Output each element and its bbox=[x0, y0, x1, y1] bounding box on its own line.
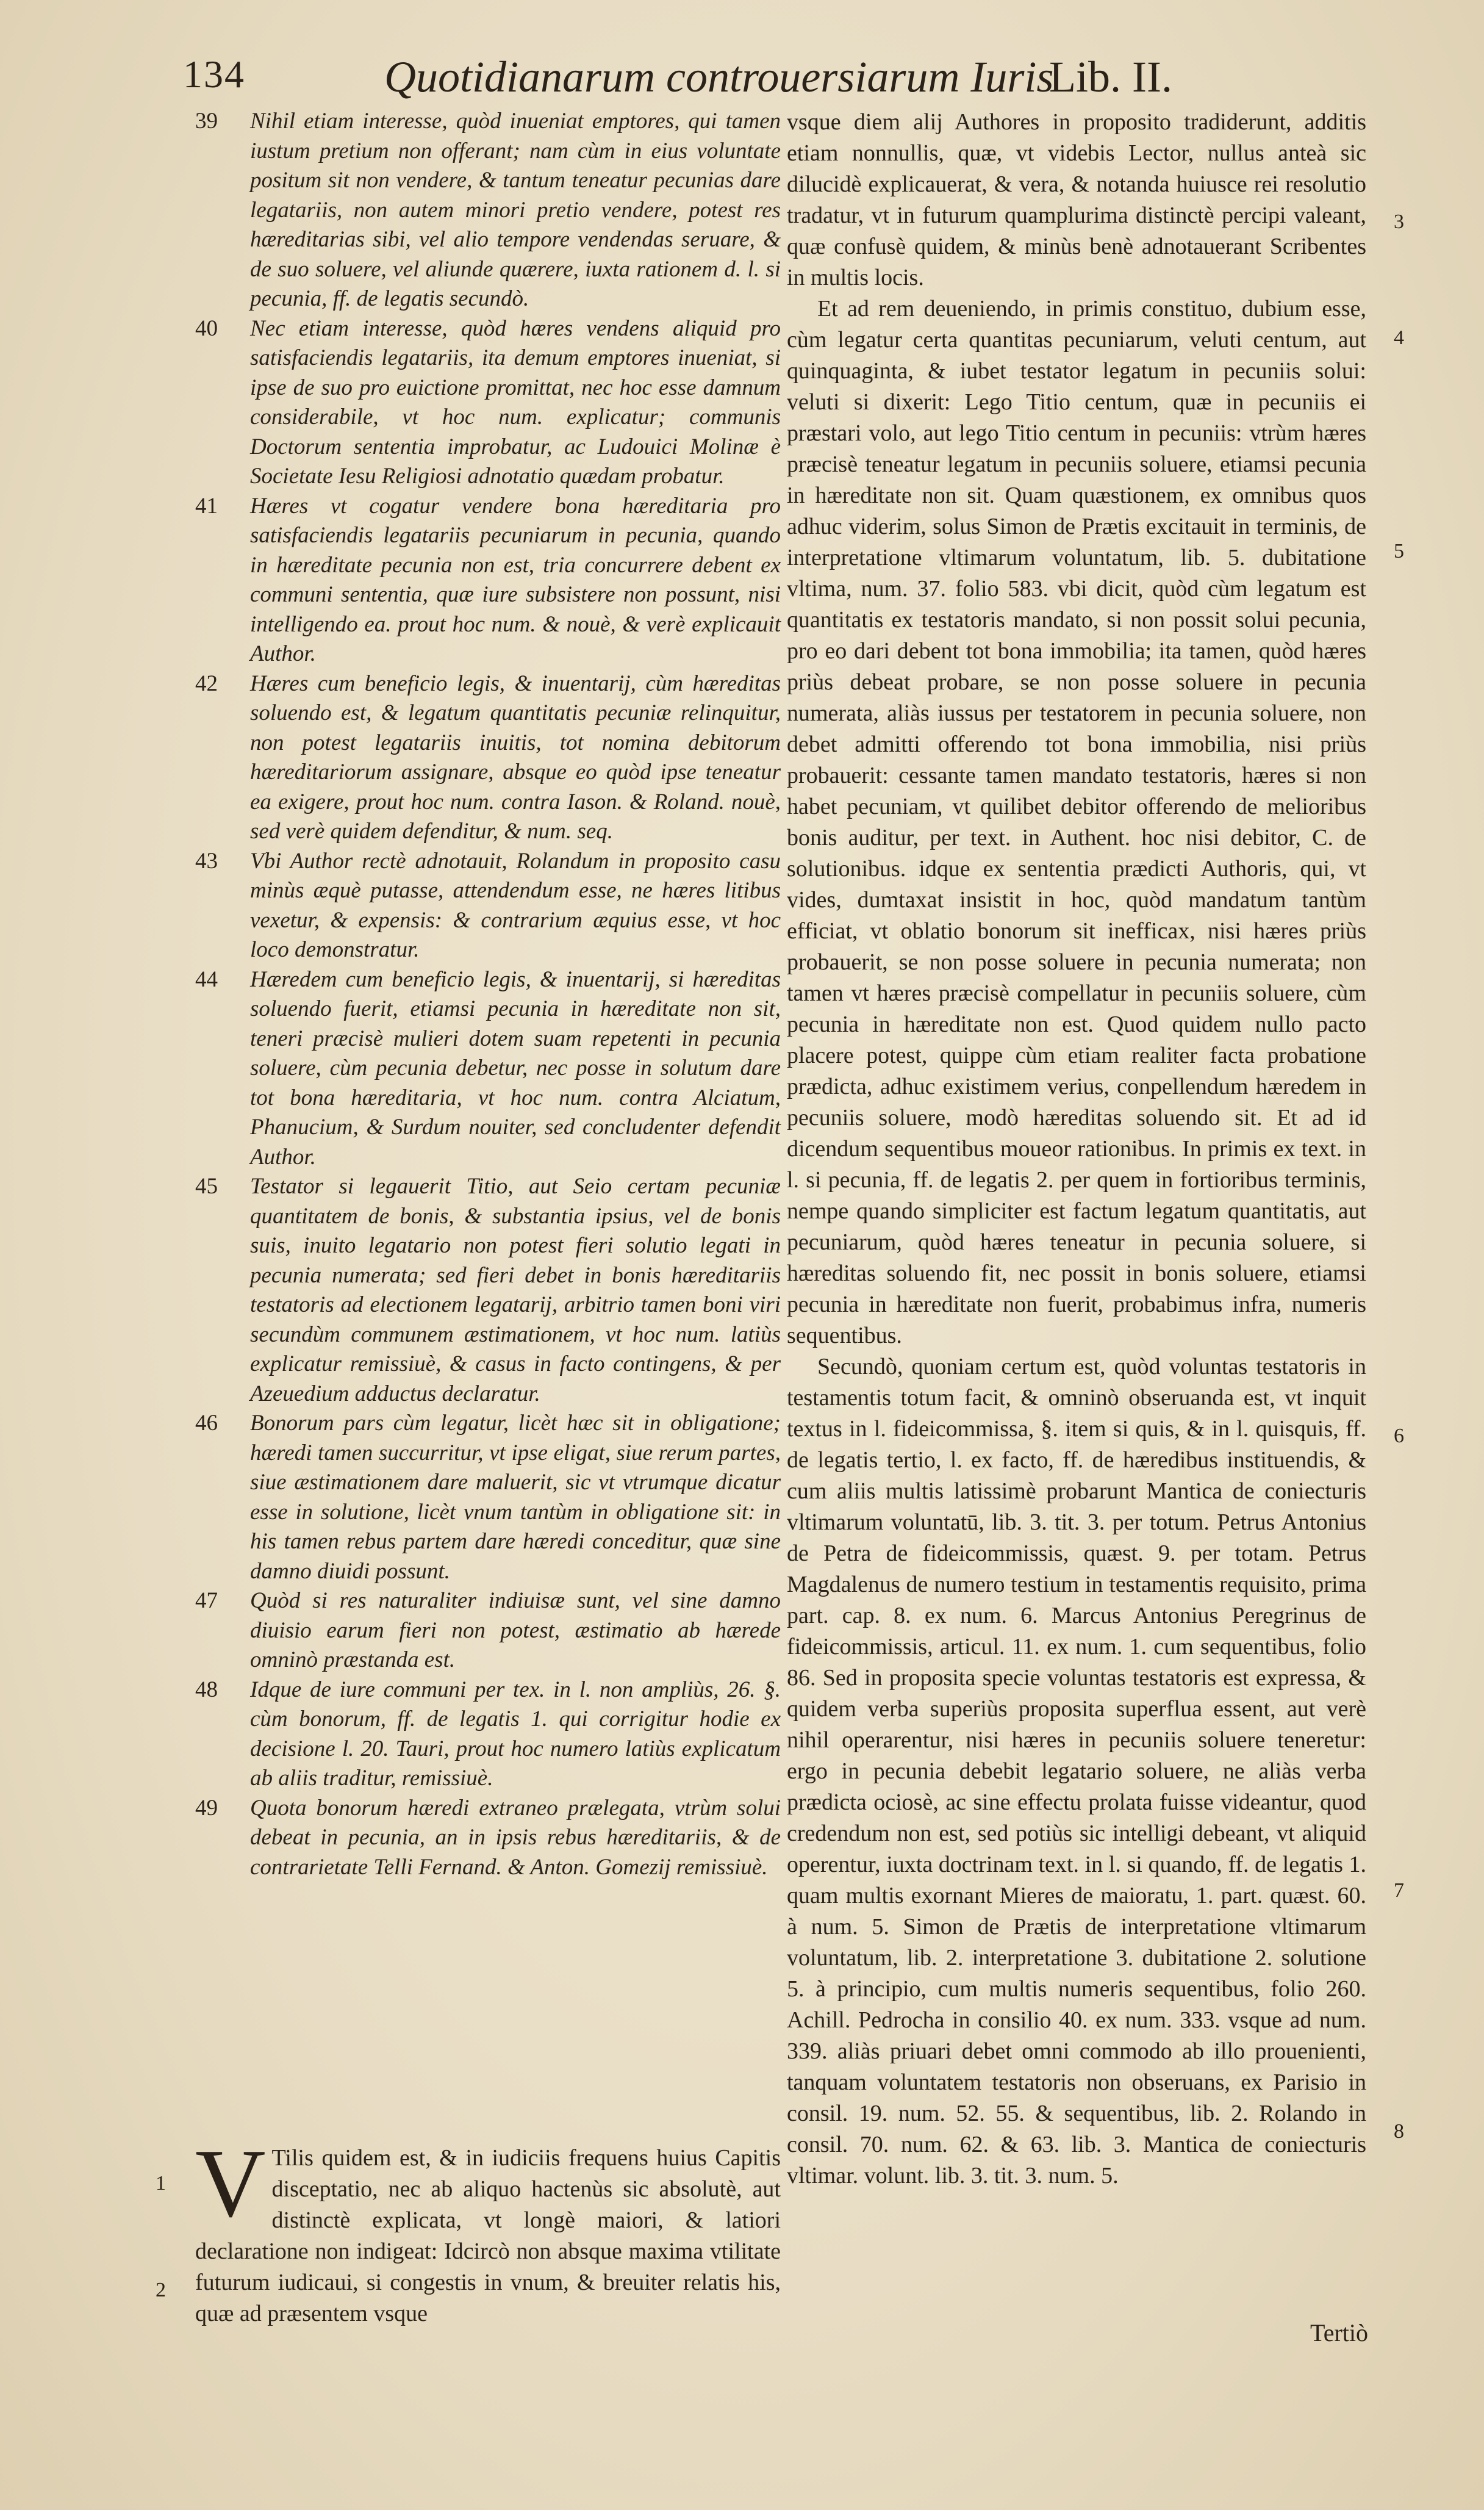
opening-paragraph bbox=[195, 2129, 781, 2329]
summary-number: 40 bbox=[195, 315, 218, 341]
summary-number: 49 bbox=[195, 1795, 218, 1821]
summary-text: Testator si legauerit Titio, aut Seio certam pecuniæ quantitatem de bonis, & substantia ipsius, vel de bonis suis, inuito legatario non potest fieri solutio legati in pecunia numerata; sed fieri debet in bonis hæreditariis testatoris ad electionem legatarij, arbitrio tamen boni viri secundùm communem æstimationem, vt hoc num. latiùs explicatur remissiuè, & casus in facto contingens, & per Azeuedium adductus declaratur. bbox=[250, 1174, 781, 1406]
summary-text: Quòd si res naturaliter indiuisæ sunt, vel sine damno diuisio earum fieri non potest, æstimatio ab hærede omninò præstanda est. bbox=[250, 1588, 781, 1672]
margin-note-7: 7 bbox=[1394, 1879, 1404, 1902]
summary-number: 41 bbox=[195, 493, 218, 519]
running-title: Quotidianarum controuersiarum Iuris bbox=[384, 52, 1054, 101]
summary-text: Quota bonorum hæredi extraneo prælegata, vtrùm solui debeat in pecunia, an in ipsis rebus hæreditariis, & de contrarietate Telli Fernand. & Anton. Gomezij remissiuè. bbox=[250, 1795, 781, 1880]
summary-item bbox=[195, 107, 781, 314]
summary-text: Bonorum pars cùm legatur, licèt hæc sit in obligatione; hæredi tamen succurritur, vt ipse eligat, siue rerum partes, siue æstimationem dare maluerit, sic vt vtrumque dicatur esse in solutione, licèt vnum tantùm in obligatione sit: in his tamen rebus partem dare hæredi conceditur, quæ sine damno diuidi possunt. bbox=[250, 1411, 781, 1584]
drop-cap: V bbox=[195, 2129, 266, 2237]
summary-number: 45 bbox=[195, 1174, 218, 1199]
summary-text: Idque de iure communi per tex. in l. non ampliùs, 26. §. cùm bonorum, ff. de legatis 1. qui corrigitur hodie ex decisione l. 20. Tauri, prout hoc numero latiùs explicatum ab aliis traditur, remissiuè. bbox=[250, 1677, 781, 1791]
summary-item bbox=[195, 965, 781, 1173]
summary-item bbox=[195, 1409, 781, 1586]
summary-number: 48 bbox=[195, 1677, 218, 1702]
running-header bbox=[183, 52, 1330, 107]
summary-item bbox=[195, 1586, 781, 1675]
summary-item bbox=[195, 492, 781, 669]
summary-number: 42 bbox=[195, 671, 218, 696]
summary-text: Hæres cum beneficio legis, & inuentarij, cùm hæreditas soluendo est, & legatum quantitatis pecuniæ relinquitur, non potest legatariis inuitis, tot nomina debitorum hæreditariorum assignare, absque eo quòd ipse teneatur ea exigere, prout hoc num. contra Iason. & Roland. nouè, sed verè quidem defenditur, & num. seq. bbox=[250, 671, 781, 844]
paragraph-2: Et ad rem deueniendo, in primis constituo, dubium esse, cùm legatur certa quantitas pecuniarum, veluti centum, aut quinquaginta, & iubet testator legatum in pecuniis solui: veluti si dixerit: Lego Titio centum, quæ in pecuniis ei præstari volo, aut lego Titio centum in pecuniis: vtrùm hæres præcisè teneatur legatum in pecuniis soluere, etiamsi pecunia in hæreditate non sit. Quam quæstionem, ex omnibus quos adhuc viderim, solus Simon de Prætis excitauit in terminis, de interpretatione vltimarum voluntatum, lib. 5. dubitatione vltima, num. 37. folio 583. vbi dicit, quòd cùm legatum est quantitatis ex testatoris mandato, si non possit solui pecunia, pro eo dari debent tot bona immobilia; ita tamen, quòd hæres priùs debeat probare, se non posse soluere in pecunia numerata, aliàs iussus per testatorem in pecunia soluere, non debet admitti offerendo tot bona immobilia, nisi priùs probauerit: cessante tamen mandato testatoris, hæres si non habet pecuniam, vt quilibet debitor offerendo de melioribus bonis auditur, per text. in Authent. hoc nisi debitor, C. de solutionibus. idque ex sententia prædicti Authoris, qui, vt vides, dumtaxat insistit in hoc, quòd mandatum tantùm efficiat, vt oblatio bonorum sit inefficax, nisi hæres priùs probauerit, se non posse soluere in pecunia numerata; non tamen vt hæres præcisè compellatur in pecuniis soluere, cùm pecunia in hæreditate non est. Quod quidem nullo pacto placere potest, quippe cùm etiam realiter facta probatione prædicta, adhuc existimem verius, conpellendum hæredem in pecuniis soluere, modò hæreditas soluendo sit. Et ad id dicendum sequentibus moueor rationibus. In primis ex text. in l. si pecunia, ff. de legatis 2. per quem in fortioribus terminis, nempe quando simpliciter est factum legatum quantitatis, aut pecuniarum, quòd hæres teneatur in pecunia soluere, si hæreditas soluendo fit, nec possit in bonis soluere, etiamsi pecunia in hæreditate non fuerit, probabimus infra, numeris sequentibus. bbox=[787, 296, 1366, 1348]
summary-text: Hæres vt cogatur vendere bona hæreditaria pro satisfaciendis legatariis pecuniarum in pecunia, quando in hæreditate pecunia non est, tria concurrere debent ex communi sententia, quæ iure subsistere non possunt, nisi intelligendo ea. prout hoc num. & nouè, & verè explicauit Author. bbox=[250, 493, 781, 666]
summary-text: Nihil etiam interesse, quòd inueniat emptores, qui tamen iustum pretium non offerant; nam cùm in eius voluntate positum sit non vendere, & tantum teneatur pecunias dare legatariis, non autem minori pretio vendere, potest res hæreditarias sibi, vel alio tempore vendendas seruare, & de suo soluere, vel aliunde quærere, iuxta rationem d. l. si pecunia, ff. de legatis secundò. bbox=[250, 109, 781, 311]
summary-item bbox=[195, 314, 781, 492]
summary-number: 43 bbox=[195, 848, 218, 874]
summaries-column bbox=[195, 107, 781, 1882]
margin-note-6: 6 bbox=[1394, 1425, 1404, 1447]
summary-item bbox=[195, 1675, 781, 1794]
opening-text: Tilis quidem est, & in iudiciis frequens huius Capitis disceptatio, nec ab aliquo hactenùs sic absolutè, aut distinctè explicata, vt longè maiori, & latiori declaratione non indigeat: Idcircò non absque maxima vtilitate futurum iudicaui, si congestis in vnum, & breuiter relatis his, quæ ad præsentem vsque bbox=[195, 2145, 781, 2326]
main-column bbox=[787, 107, 1366, 2192]
running-lib: Lib. II. bbox=[1049, 52, 1172, 101]
summary-item bbox=[195, 669, 781, 847]
paragraph-1: vsque diem alij Authores in proposito tradiderunt, additis etiam nonnullis, quæ, vt videbis Lector, nullus anteà sic dilucidè explicauerat, & vera, & notanda huiusce rei resolutio tradatur, vt in futurum quamplurima distinctè percipi valeant, quæ confusè quidem, & minùs benè adnotauerant Scribentes in multis locis. bbox=[787, 109, 1366, 290]
summary-text: Nec etiam interesse, quòd hæres vendens aliquid pro satisfaciendis legatariis, ita demum emptores inueniat, si ipse de suo pro euictione promittat, nec hoc esse damnum considerabile, vt hoc num. explicatur; communis Doctorum sententia improbatur, ac Ludouici Molinæ è Societate Iesu Religiosi adnotatio quædam probatur. bbox=[250, 315, 781, 489]
summary-number: 39 bbox=[195, 109, 218, 134]
paragraph-3: Secundò, quoniam certum est, quòd voluntas testatoris in testamentis totum facit, & omninò obseruanda est, vt inquit textus in l. fideicommissa, §. item si quis, & in l. quisquis, ff. de legatis tertio, l. ex facto, ff. de hæredibus instituendis, & cum aliis multis latissimè probarunt Mantica de coniecturis vltimarum voluntatū, lib. 3. tit. 3. per totum. Petrus Antonius de Petra de fideicommissis, quæst. 9. per totam. Petrus Magdalenus de numero testium in testamentis requisito, prima part. cap. 8. ex num. 6. Marcus Antonius Peregrinus de fideicommissis, articul. 11. ex num. 1. cum sequentibus, folio 86. Sed in proposita specie voluntas testatoris est expressa, & quidem verba superiùs proposita superflua essent, aut verè nihil operarentur, nisi hæres in pecuniis soluere teneretur: ergo in pecunia debebit legatario soluere, ne aliàs verba prædicta ociosè, ac sine effectu prolata fuisse videantur, quod credendum non est, sed potiùs sic intelligi debeant, vt aliquid operentur, iuxta doctrinam text. in l. si quando, ff. de legatis 1. quam multis exornant Mieres de maioratu, 1. part. quæst. 60. à num. 5. Simon de Prætis de interpretatione vltimarum voluntatum, lib. 2. interpretatione 3. dubitatione 2. solutione 5. à principio, cum multis numeris sequentibus, folio 260. Achill. Pedrocha in consilio 40. ex num. 333. vsque ad num. 339. aliàs priuari debet omni commodo ab illo prouenienti, tanquam voluntatem testatoris non obseruans, ex Parisio in consil. 19. num. 52. 55. & sequentibus, lib. 2. Rolando in consil. 70. num. 62. & 63. lib. 3. Mantica de coniecturis vltimar. volunt. lib. 3. tit. 3. num. 5. bbox=[787, 1354, 1366, 2188]
summary-item bbox=[195, 1172, 781, 1409]
margin-note-2: 2 bbox=[156, 2279, 166, 2301]
margin-note-5: 5 bbox=[1394, 540, 1404, 563]
margin-note-1: 1 bbox=[156, 2172, 166, 2195]
margin-note-3: 3 bbox=[1394, 210, 1404, 233]
summary-item bbox=[195, 847, 781, 965]
margin-note-8: 8 bbox=[1394, 2120, 1404, 2143]
summary-number: 46 bbox=[195, 1411, 218, 1436]
summary-text: Hæredem cum beneficio legis, & inuentarij, si hæreditas soluendo fuerit, etiamsi pecunia in hæreditate non sit, teneri præcisè mulieri dotem suam repetenti in pecunia soluere, cùm pecunia debetur, nec posse in solutum dare tot bona hæreditaria, vt hoc num. contra Alciatum, Phanucium, & Surdum nouiter, sed concludenter defendit Author. bbox=[250, 966, 781, 1170]
catchword: Tertiò bbox=[1310, 2319, 1368, 2346]
margin-note-4: 4 bbox=[1394, 326, 1404, 349]
page-number: 134 bbox=[183, 52, 245, 96]
summary-item bbox=[195, 1794, 781, 1883]
summary-text: Vbi Author rectè adnotauit, Rolandum in proposito casu minùs æquè putasse, attendendum esse, ne hæres litibus vexetur, & expensis: & contrarium æquius esse, vt hoc loco demonstratur. bbox=[250, 848, 781, 962]
summary-number: 44 bbox=[195, 966, 218, 992]
opening-text-block bbox=[195, 2129, 781, 2329]
summary-number: 47 bbox=[195, 1588, 218, 1613]
